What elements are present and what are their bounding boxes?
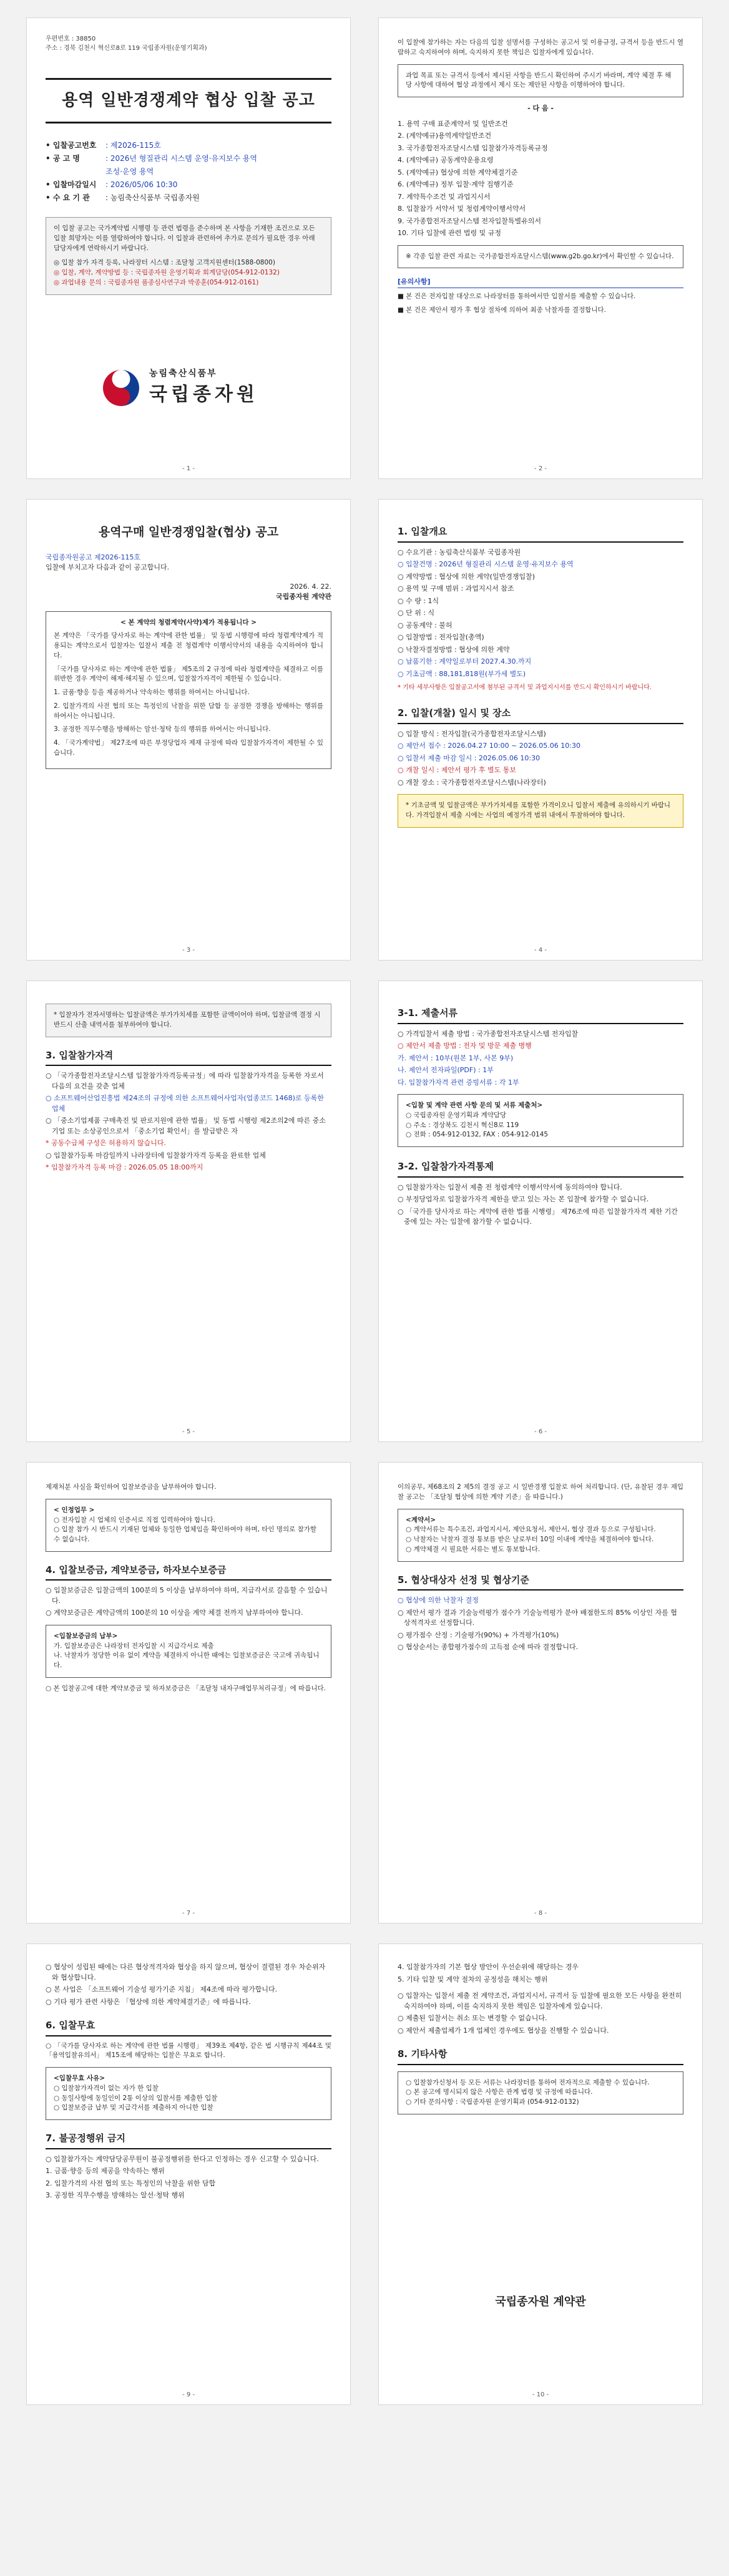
list-item: 7. 계약특수조건 및 과업지시서 [398, 192, 491, 201]
list-item: ○ 개찰 일시 : 제안서 평가 후 별도 통보 [398, 766, 517, 774]
section-title: 4. 입찰보증금, 계약보증금, 하자보수보증금 [46, 1563, 331, 1581]
unfair-list [46, 2154, 331, 2201]
reference-box [398, 245, 683, 269]
notice-date: 2026. 4. 22. [290, 582, 331, 591]
header-address: 주소 : 경북 김천시 혁신로8로 119 국립종자원(운영기획과) [46, 45, 207, 52]
list-item: ○ 제출된 입찰서는 취소 또는 변경할 수 없습니다. [398, 2014, 547, 2022]
integrity-para: 「국가를 당사자로 하는 계약에 관한 법률」 제5조의 2 규정에 따라 청렴계약을 체결하고 이를 위반한 경우 계약이 해제·해지될 수 있으며, 입찰참가자격이 제한될 수 있습니다. [54, 665, 323, 683]
list-item: ○ 제안서 제출업체가 1개 업체인 경우에도 협상을 진행할 수 있습니다. [398, 2026, 609, 2035]
section-title: 3. 입찰참가자격 [46, 1048, 331, 1067]
box-title: <계약서> [406, 1516, 436, 1524]
page-2 [378, 17, 703, 479]
list-item: 9. 국가종합전자조달시스템 전자입찰특별유의서 [398, 216, 542, 225]
page-number: - 3 - [182, 947, 195, 954]
box-line: ○ 본 공고에 명시되지 않은 사항은 관계 법령 및 규정에 따릅니다. [406, 2088, 593, 2096]
list-item: ○ 계약방법 : 협상에 의한 계약(일반경쟁입찰) [398, 572, 536, 581]
contact-line: ◎ 과업내용 문의 : 국립종자원 품종심사연구과 박종훈(054-912-0161) [54, 278, 259, 286]
list-item: ○ 협상에 의한 낙찰자 결정 [398, 1596, 479, 1604]
list-item: 5. 기타 입찰 및 계약 절차의 공정성을 해치는 행위 [398, 1975, 548, 1983]
contact-line: ◎ 입찰 참가 자격 등록, 나라장터 시스템 : 조달청 고객지원센터(1588-0800) [54, 259, 275, 267]
list-item: ○ 입찰참가등록 마감일까지 나라장터에 입찰참가자격 등록을 완료한 업체 [46, 1151, 266, 1160]
org-name: 국립종자원 [149, 384, 258, 405]
document-list [398, 119, 683, 239]
list-item: 나. 제안서 전자파일(PDF) : 1부 [398, 1066, 494, 1074]
page-1 [26, 17, 351, 479]
box-line: 가. 입찰보증금은 나라장터 전자입찰 시 지급각서로 제출 [54, 1642, 214, 1650]
submission-list [398, 1029, 683, 1088]
page-4 [378, 499, 703, 961]
list-item: 가. 제안서 : 10부(원본 1부, 사본 9부) [398, 1053, 514, 1062]
misc-box [398, 2071, 683, 2114]
list-item: ○ 입찰 방식 : 전자입찰(국가종합전자조달시스템) [398, 729, 546, 738]
intro-box [398, 64, 683, 98]
page-title: 용역구매 일반경쟁입찰(협상) 공고 [98, 525, 279, 539]
integrity-para: 1. 금품·향응 등을 제공하거나 약속하는 행위를 하여서는 아니됩니다. [54, 689, 250, 696]
note-item: ■ 본 건은 제안서 평가 후 협상 절차에 의하여 최종 낙찰자를 결정합니다. [398, 306, 606, 314]
list-item: ○ 제안서 제출 방법 : 전자 및 방문 제출 병행 [398, 1042, 532, 1050]
box-line: ○ 전자입찰 시 업체의 인증서로 직접 입력하여야 합니다. [54, 1516, 216, 1524]
misc-list [398, 1991, 683, 2036]
list-item: ○ 입찰참가자는 입찰서 제출 전 청렴계약 이행서약서에 동의하여야 합니다. [398, 1183, 622, 1191]
submission-contact-box [398, 1094, 683, 1147]
negotiation-list [398, 1595, 683, 1653]
list-item: ○ 입찰보증금은 입찰금액의 100분의 5 이상을 납부하여야 하며, 지급각서로 갈음할 수 있습니다. [46, 1586, 328, 1605]
issuer: 국립종자원 계약관 [276, 593, 331, 601]
box-line: ○ 주소 : 경상북도 김천시 혁신8로 119 [406, 1121, 519, 1129]
list-item: ○ 소프트웨어산업진흥법 제24조의 규정에 의한 소프트웨어사업자(업종코드 1468)로 등록한 업체 [46, 1094, 324, 1113]
eligibility-list [46, 1071, 331, 1173]
section-title: 8. 기타사항 [398, 2047, 683, 2065]
list-item: ○ 입찰자는 입찰서 제출 전 계약조건, 과업지시서, 규격서 등 입찰에 필요한 모든 사항을 완전히 숙지하여야 하며, 이를 숙지하지 못한 책임은 입찰자에게 있습니다. [398, 1992, 682, 2010]
page-3 [26, 499, 351, 961]
control-list [398, 1183, 683, 1227]
schedule-list [398, 729, 683, 788]
list-item: 5. (계약예규) 협상에 의한 계약체결기준 [398, 168, 518, 177]
page-number: - 10 - [532, 2391, 549, 2398]
list-item: 다. 입찰참가자격 관련 증빙서류 : 각 1부 [398, 1078, 519, 1087]
page-8 [378, 1462, 703, 1924]
list-item: ○ 평가점수 산정 : 기술평가(90%) + 가격평가(10%) [398, 1630, 559, 1639]
box-line: ○ 입찰 참가 시 반드시 기재된 업체와 동일한 업체임을 확인하여야 하며, 타인 명의로 참가할 수 없습니다. [54, 1526, 317, 1543]
intro-text: 제재처분 사실을 확인하여 입찰보증금을 납부하여야 합니다. [46, 1483, 217, 1491]
list-item: ○ 낙찰자결정방법 : 협상에 의한 계약 [398, 645, 510, 654]
page-7 [26, 1462, 351, 1924]
list-item: ○ 제안서 접수 : 2026.04.27 10:00 ~ 2026.05.06 10:30 [398, 742, 580, 750]
integrity-box [46, 611, 331, 769]
list-item: ○ 납품기한 : 계약일로부터 2027.4.30.까지 [398, 657, 532, 666]
info-value: : 2026년 형질관리 시스템 운영·유지보수 용역 [105, 154, 257, 163]
notice-text: 이 입찰 공고는 국가계약법 시행령 등 관련 법령을 준수하며 본 사항을 기재한 조건으로 모든 입찰 희망자는 이를 열람하여야 합니다. 이 입찰과 관련하여 추가로 문의가 필요한 경우 아래 담당자에게 연락하시기 바랍니다. [54, 225, 315, 252]
box-line: ○ 기타 문의사항 : 국립종자원 운영기획과 (054-912-0132) [406, 2098, 579, 2106]
list-item: ○ 공동계약 : 불허 [398, 621, 453, 629]
deposit-note: ○ 본 입찰공고에 대한 계약보증금 및 하자보증금은 「조달청 내자구매업무처리규정」에 따릅니다. [46, 1684, 326, 1692]
intro-box-text: 과업 목표 또는 규격서 등에서 제시된 사항을 반드시 확인하여 주시기 바라며, 계약 체결 후 해당 사항에 대하여 협상 과정에서 제시 또는 제안된 사항을 이행하여야 합니다. [406, 71, 672, 89]
list-item: 8. 입찰참가 서약서 및 청렴계약이행서약서 [398, 205, 526, 213]
list-item: 6. (계약예규) 정부 입찰·계약 집행기준 [398, 180, 514, 188]
page-6 [378, 981, 703, 1442]
section-title: 3-2. 입찰참가자격통제 [398, 1160, 683, 1178]
list-item: ○ 입찰서 제출 마감 일시 : 2026.05.06 10:30 [398, 753, 541, 762]
list-item: ○ 「국가종합전자조달시스템 입찰참가자격등록규정」에 따라 입찰참가자격을 등록한 자로서 다음의 요건을 갖춘 업체 [46, 1072, 324, 1090]
invalid-text: ○ 「국가를 당사자로 하는 계약에 관한 법률 시행령」 제39조 제4항, 같은 법 시행규칙 제44조 및 「용역입찰유의서」 제15조에 해당하는 입찰은 무효로 합니다. [46, 2041, 331, 2060]
page-5 [26, 981, 351, 1442]
intro-text: 이 입찰에 참가하는 자는 다음의 입찰 설명서를 구성하는 공고서 및 이용규정, 규격서 등을 반드시 열람하고 숙지하여야 하며, 숙지하지 못한 책임은 입찰자에게 있습니다. [398, 39, 683, 56]
header-postcode: 우편번호 : 38850 [46, 36, 96, 42]
list-item: 2. 입찰가격의 사전 협의 또는 특정인의 낙찰을 위한 담합 [46, 2179, 216, 2187]
list-title: - 다 음 - [527, 104, 554, 112]
box-line: ○ 국립종자원 운영기획과 계약담당 [406, 1111, 507, 1119]
box-line: ○ 입찰보증금 납부 및 지급각서를 제출하지 아니한 입찰 [54, 2104, 213, 2112]
section-title: 2. 입찰(개찰) 일시 및 장소 [398, 706, 683, 724]
page-number: - 7 - [182, 1910, 195, 1917]
list-item: ○ 기초금액 : 88,181,818원(부가세 별도) [398, 669, 526, 678]
list-item: * 공동수급체 구성은 허용하지 않습니다. [46, 1139, 166, 1147]
box-title: <입찰무효 사유> [54, 2075, 105, 2082]
page-10 [378, 1944, 703, 2405]
section-title: 6. 입찰무효 [46, 2018, 331, 2036]
contract-box [398, 1509, 683, 1562]
box-line: ○ 계약서류는 특수조건, 과업지시서, 제안요청서, 제안서, 협상 결과 등으로 구성됩니다. [406, 1526, 656, 1534]
page-number: - 8 - [534, 1910, 547, 1917]
page-9 [26, 1944, 351, 2405]
eval-list [46, 1962, 331, 2007]
list-item: 4. (계약예규) 공동계약운용요령 [398, 156, 494, 164]
page-number: - 5 - [182, 1428, 195, 1435]
box-title: <입찰보증금의 납부> [54, 1632, 118, 1640]
list-item: ○ 협상이 성립된 때에는 다른 협상적격자와 협상을 하지 않으며, 협상이 결렬된 경우 차순위자와 협상합니다. [46, 1963, 326, 1982]
list-item: 10. 기타 입찰에 관련 법령 및 규정 [398, 229, 501, 237]
deposit-box [46, 1625, 331, 1678]
contact-line: ◎ 입찰, 계약, 계약방법 등 : 국립종자원 운영기획과 회계담당(054-912-0132) [54, 269, 280, 276]
note-item: ■ 본 건은 전자입찰 대상으로 나라장터를 통하여서만 입찰서를 제출할 수 있습니다. [398, 292, 636, 300]
box-line: 나. 낙찰자가 정당한 이유 없이 계약을 체결하지 아니한 때에는 입찰보증금은 국고에 귀속됩니다. [54, 1652, 320, 1669]
reference-number: 국립종자원공고 제2026-115호 [46, 553, 141, 561]
schedule-note: * 기초금액 및 입찰금액은 부가가치세를 포함한 가격이오니 입찰서 제출에 유의하시기 바랍니다. 가격입찰서 제출 시에는 사업의 예정가격 범위 내에서 투찰하여야 합니다. [406, 801, 671, 819]
list-item: ○ 수 량 : 1식 [398, 596, 439, 605]
integrity-para: 2. 입찰가격의 사전 협의 또는 특정인의 낙찰을 위한 담합 등 공정한 경쟁을 방해하는 행위를 하여서는 아니됩니다. [54, 702, 323, 720]
info-key: • 수 요 기 관 [46, 193, 90, 202]
list-item: ○ 제안서 평가 결과 기술능력평가 점수가 기술능력평가 분야 배점한도의 85% 이상인 자를 협상적격자로 선정합니다. [398, 1608, 677, 1627]
overview-list [398, 548, 683, 680]
list-item: 2. (계약예규)용역계약일반조건 [398, 132, 492, 140]
org-sub: 농림축산식품부 [149, 369, 217, 379]
list-item: ○ 용역 및 구매 범위 : 과업지시서 참조 [398, 584, 514, 593]
integrity-label: < 본 계약의 청렴계약(사약)제가 적용됩니다 > [120, 618, 257, 626]
section-title: 7. 불공정행위 금지 [46, 2131, 331, 2149]
list-item: ○ 본 사업은 「소프트웨어 기술성 평가기준 지침」 제4조에 따라 평가합니다. [46, 1985, 278, 1993]
list-item: * 입찰참가자격 등록 마감 : 2026.05.05 18:00까지 [46, 1163, 203, 1171]
info-key: • 입찰공고번호 [46, 141, 97, 150]
notice-title: 용역 일반경쟁계약 협상 입찰 공고 [46, 78, 331, 123]
section-title: 5. 협상대상자 선정 및 협상기준 [398, 1573, 683, 1591]
info-value: : 제2026-115호 [105, 141, 161, 150]
intro-text: 이의공무, 제68조의 2 제5의 결정 공고 시 일반경쟁 입찰로 하여 처리합니다. (단, 유찰된 경우 재입찰 공고는 「조달청 협상에 의한 계약 기준」을 따릅니다.) [398, 1483, 683, 1501]
list-item: 4. 입찰참가자의 기본 협상 방안이 우선순위에 해당하는 경우 [398, 1963, 579, 1971]
list-item: ○ 입찰참가자는 계약담당공무원이 불공정행위를 한다고 인정하는 경우 신고할 수 있습니다. [46, 2154, 319, 2163]
reference-subtitle: 입찰에 부치고자 다음과 같이 공고합니다. [46, 563, 170, 571]
box-line: ○ 계약체결 시 필요한 서류는 별도 통보합니다. [406, 1545, 541, 1553]
section-title: 1. 입찰개요 [398, 525, 683, 543]
list-item: ○ 기타 평가 관련 사항은 「협상에 의한 계약체결기준」에 따릅니다. [46, 1997, 251, 2006]
page-number: - 4 - [534, 947, 547, 954]
box-line: ○ 낙찰자는 낙찰자 결정 통보를 받은 날로부터 10일 이내에 계약을 체결하여야 합니다. [406, 1536, 654, 1543]
schedule-note-box [398, 794, 683, 828]
reference-text: ※ 각종 입찰 관련 자료는 국가종합전자조달시스템(www.g2b.go.kr)에서 확인할 수 있습니다. [406, 252, 674, 260]
box-line: ○ 입찰참가자격이 없는 자가 한 입찰 [54, 2084, 159, 2092]
overview-note: * 기타 세부사항은 입찰공고서에 첨부된 규격서 및 과업지시서를 반드시 확인하시기 바랍니다. [398, 684, 652, 691]
page-number: - 2 - [534, 465, 547, 472]
info-value: 조성·운영 용역 [105, 167, 154, 176]
top-note: * 입찰자가 전자서명하는 입찰금액은 부가가치세를 포함한 금액이어야 하며, 입찰금액 결정 시 반드시 산출 내역서를 첨부하여야 합니다. [54, 1011, 321, 1029]
box-line: ○ 동일사항에 동일인이 2통 이상의 입찰서를 제출한 입찰 [54, 2094, 218, 2102]
top-note-box [46, 1004, 331, 1037]
list-item: ○ 수요기관 : 농림축산식품부 국립종자원 [398, 548, 521, 556]
list-item: ○ 협상순서는 종합평가점수의 고득점 순에 따라 결정합니다. [398, 1643, 579, 1651]
box-title: < 인정업무 > [54, 1506, 95, 1514]
list-item: 3. 국가종합전자조달시스템 입찰참가자격등록규정 [398, 143, 548, 152]
page-number: - 6 - [534, 1428, 547, 1435]
notes-title: [유의사항] [398, 277, 683, 288]
invalid-box [46, 2067, 331, 2120]
list-item: ○ 「국가를 당사자로 하는 계약에 관한 법률 시행령」 제76조에 따른 입찰참가자격 제한 기간 중에 있는 자는 입찰에 참가할 수 없습니다. [398, 1207, 678, 1226]
info-key: • 공 고 명 [46, 154, 80, 163]
list-item: ○ 입찰방법 : 전자입찰(총액) [398, 633, 484, 641]
list-item: ○ 「중소기업제품 구매촉진 및 판로지원에 관한 법률」 및 동법 시행령 제2조의2에 따른 중소기업 또는 소상공인으로서 「중소기업 확인서」를 발급받은 자 [46, 1116, 326, 1135]
list-item: 1. 금품·향응 등의 제공을 약속하는 행위 [46, 2167, 165, 2175]
integrity-para: 3. 공정한 직무수행을 방해하는 알선·청탁 등의 행위를 하여서는 아니됩니다. [54, 725, 271, 734]
taegeuk-emblem-icon [102, 369, 140, 407]
list-item: ○ 부정당업자로 입찰참가자격 제한을 받고 있는 자는 본 입찰에 참가할 수 없습니다. [398, 1195, 649, 1203]
info-key [46, 166, 105, 177]
list-item: ○ 단 위 : 식 [398, 609, 435, 617]
section-title: 3-1. 제출서류 [398, 1006, 683, 1024]
list-item: ○ 입찰건명 : 2026년 형질관리 시스템 운영·유지보수 용역 [398, 560, 574, 568]
info-list [46, 140, 331, 203]
list-item: ○ 개찰 장소 : 국가종합전자조달시스템(나라장터) [398, 778, 546, 787]
org-logo [102, 367, 258, 409]
integrity-para: 본 계약은 「국가를 당사자로 하는 계약에 관한 법률」 및 동법 시행령에 따라 청렴계약제가 적용되는 계약으로서 입찰자는 입찰서 제출 전 청렴계약 이행서약서의 내용을 숙지하여야 합니다. [54, 632, 323, 659]
box-title: <입찰 및 계약 관련 사항 문의 및 서류 제출처> [406, 1102, 543, 1109]
deposit-list [46, 1586, 331, 1619]
info-key: • 입찰마감일시 [46, 180, 97, 189]
list-item: ○ 가격입찰서 제출 방법 : 국가종합전자조달시스템 전자입찰 [398, 1029, 579, 1038]
box-line: ○ 전화 : 054-912-0132, FAX : 054-912-0145 [406, 1131, 549, 1139]
list-item: 3. 공정한 직무수행을 방해하는 알선·청탁 행위 [46, 2191, 185, 2199]
integrity-para: 4. 「국가계약법」 제27조에 따른 부정당업자 제재 규정에 따라 입찰참가자격이 제한될 수 있습니다. [54, 739, 323, 757]
page-number: - 9 - [182, 2391, 195, 2398]
auth-box [46, 1499, 331, 1552]
info-value: : 농림축산식품부 국립종자원 [105, 193, 200, 202]
notice-box [46, 217, 331, 295]
box-line: ○ 입찰참가신청서 등 모든 서류는 나라장터를 통하여 전자적으로 제출할 수 있습니다. [406, 2078, 650, 2086]
page-number: - 1 - [182, 465, 195, 472]
list-item: ○ 계약보증금은 계약금액의 100분의 10 이상을 계약 체결 전까지 납부하여야 합니다. [46, 1609, 303, 1617]
info-value: : 2026/05/06 10:30 [105, 180, 178, 189]
list-item: 1. 용역 구매 표준계약서 및 일반조건 [398, 119, 508, 128]
closing-signature: 국립종자원 계약관 [495, 2295, 586, 2308]
unfair-list-continued [398, 1962, 683, 1985]
